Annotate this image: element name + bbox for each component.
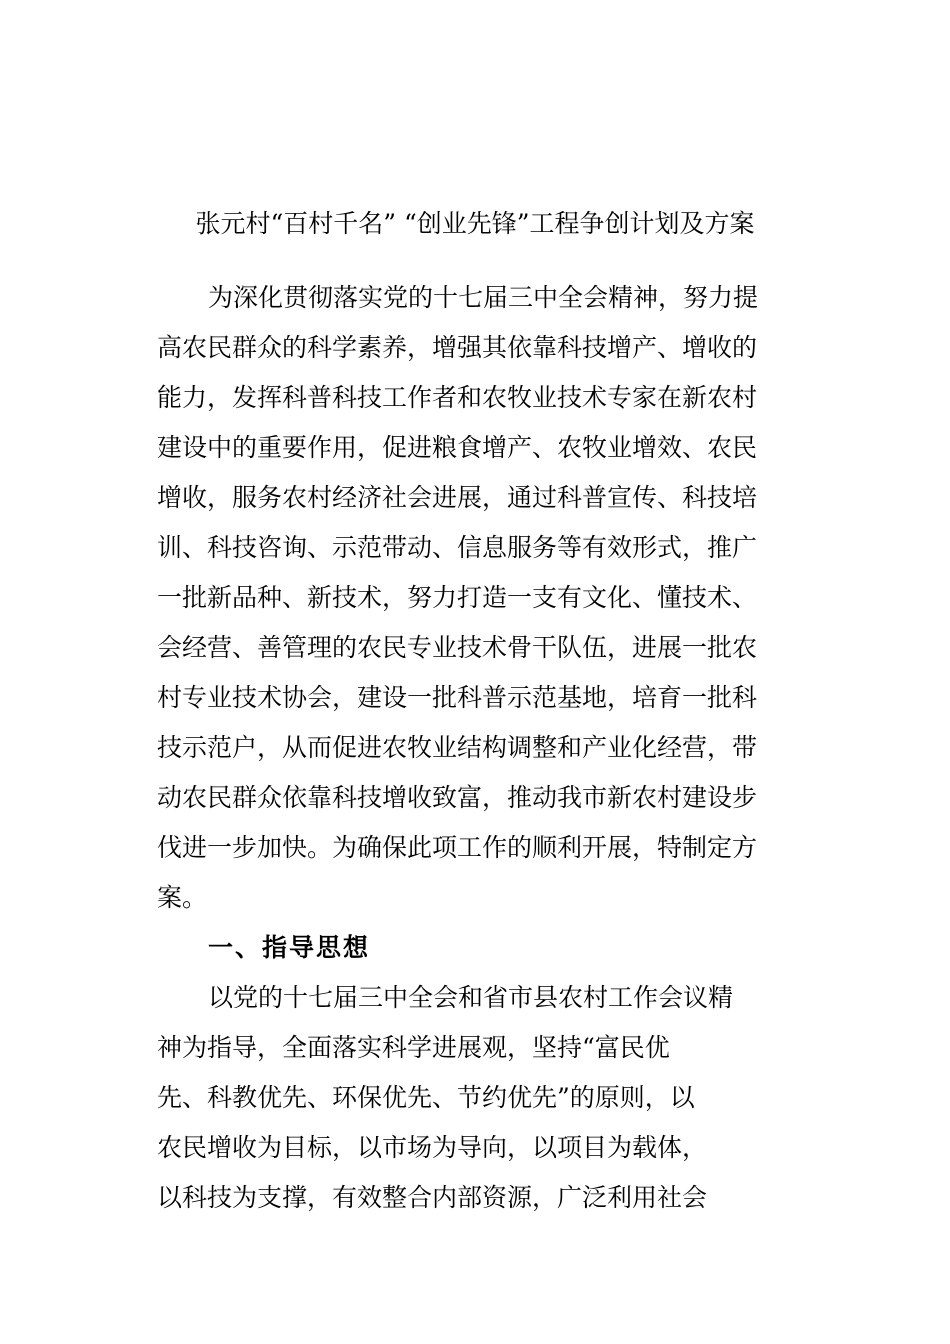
intro-line: 村专业技术协会，建设一批科普示范基地，培育一批科 xyxy=(157,683,758,712)
section1-line: 农民增收为目标，以市场为导向，以项目为载体， xyxy=(157,1133,708,1162)
intro-line: 训、科技咨询、示范带动、信息服务等有效形式，推广 xyxy=(157,533,758,562)
section-heading: 一、指导思想 xyxy=(208,933,371,962)
intro-line: 为深化贯彻落实党的十七届三中全会精神，努力提 xyxy=(208,283,759,312)
intro-line: 会经营、善管理的农民专业技术骨干队伍，进展一批农 xyxy=(157,633,758,662)
intro-line: 技示范户，从而促进农牧业结构调整和产业化经营，带 xyxy=(157,733,758,762)
intro-line: 建设中的重要作用，促进粮食增产、农牧业增效、农民 xyxy=(157,433,758,462)
section1-line: 以党的十七届三中全会和省市县农村工作会议精 xyxy=(208,983,734,1012)
intro-line: 高农民群众的科学素养，增强其依靠科技增产、增收的 xyxy=(157,333,758,362)
intro-line: 案。 xyxy=(157,883,208,912)
intro-line: 一批新品种、新技术，努力打造一支有文化、懂技术、 xyxy=(157,583,758,612)
intro-line: 动农民群众依靠科技增收致富，推动我市新农村建设步 xyxy=(157,783,758,812)
intro-line: 能力，发挥科普科技工作者和农牧业技术专家在新农村 xyxy=(157,383,758,412)
intro-line: 伐进一步加快。为确保此项工作的顺利开展，特制定方 xyxy=(157,833,758,862)
intro-line: 增收，服务农村经济社会进展，通过科普宣传、科技培 xyxy=(157,483,758,512)
section1-line: 神为指导，全面落实科学进展观，坚持“富民优 xyxy=(157,1033,670,1062)
document-title: 张元村“百村千名” “创业先锋”工程争创计划及方案 xyxy=(195,209,755,238)
section1-line: 先、科教优先、环保优先、节约优先”的原则，以 xyxy=(157,1083,695,1112)
section1-line: 以科技为支撑，有效整合内部资源，广泛利用社会 xyxy=(157,1183,708,1212)
